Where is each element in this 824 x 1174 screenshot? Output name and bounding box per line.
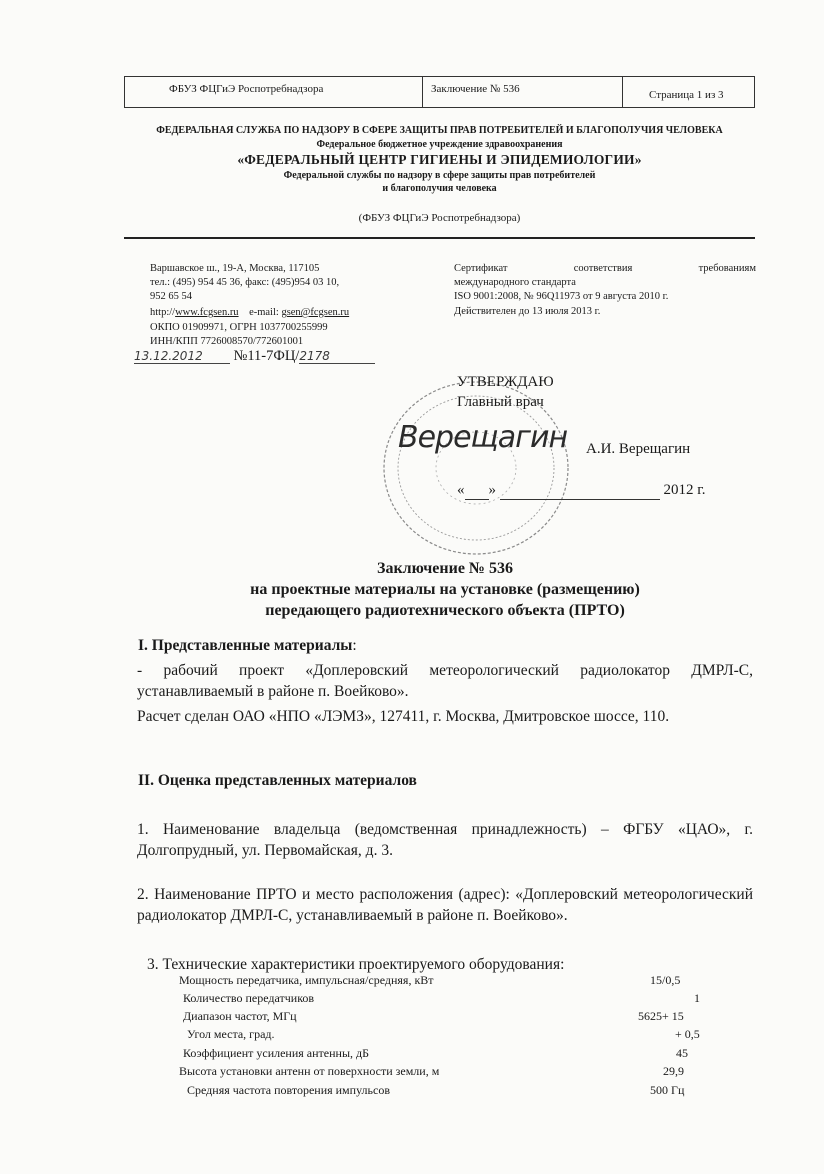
approver-position: Главный врач [457, 394, 544, 410]
web-link[interactable]: www.fcgsen.ru [175, 307, 239, 318]
header-cell-page [623, 77, 754, 107]
date-year: 2012 г. [663, 482, 706, 498]
section1-heading [138, 637, 357, 655]
org-service-name: ФЕДЕРАЛЬНАЯ СЛУЖБА ПО НАДЗОРУ В СФЕРЕ ЗАЩИТЫ ПРАВ ПОТРЕБИТЕЛЕЙ И БЛАГОПОЛУЧИЯ ЧЕЛОВЕКА [156, 125, 723, 136]
org-short-name: (ФБУЗ ФЦГиЭ Роспотребнадзора) [358, 212, 521, 224]
section1-item-project: - рабочий проект «Доплеровский метеорологический радиолокатор ДМРЛ-С, устанавливаемый в районе п. Воейково». [137, 662, 753, 700]
spec-label: Угол места, град. [187, 1027, 275, 1041]
spec-label: Мощность передатчика, импульсная/средняя, кВт [179, 973, 434, 987]
header-divider [124, 237, 755, 239]
spec-label: Диапазон частот, МГц [183, 1009, 297, 1023]
section2-location: 2. Наименование ПРТО и место расположения (адрес): «Доплеровский метеорологический радиолокатор ДМРЛ-С, устанавливаемый в районе п. Воейково». [137, 886, 753, 924]
spec-label: Количество передатчиков [183, 991, 315, 1005]
spec-label: Средняя частота повторения импульсов [187, 1083, 390, 1097]
header-page-number: Страница 1 из 3 [649, 89, 724, 101]
section1-item-calc: Расчет сделан ОАО «НПО «ЛЭМЗ», 127411, г. Москва, Дмитровское шоссе, 110. [137, 708, 670, 725]
spec-value: + 0,5 [675, 1027, 700, 1041]
org-center-name: «ФЕДЕРАЛЬНЫЙ ЦЕНТР ГИГИЕНЫ И ЭПИДЕМИОЛОГИИ» [237, 152, 642, 167]
org-institution-type: Федеральное бюджетное учреждение здравоохранения [316, 139, 563, 150]
date-day-blank [465, 482, 489, 500]
approve-label: УТВЕРЖДАЮ [457, 374, 554, 390]
approver-name: А.И. Верещагин [586, 441, 691, 457]
doc-title: Заключение № 536 [377, 560, 513, 577]
approver-signature: Верещагин [398, 420, 568, 455]
org-subordination-cont: и благополучия человека [382, 183, 497, 194]
email-link[interactable]: gsen@fcgsen.ru [281, 307, 350, 318]
date-quote-open: « [457, 482, 465, 498]
certificate-line2: международного стандарта [454, 277, 576, 288]
spec-label: Высота установки антенн от поверхности земли, м [179, 1064, 440, 1078]
certificate-word1: Сертификат [454, 263, 508, 274]
contact-phone: тел.: (495) 954 45 36, факс: (495)954 03 10, [150, 277, 340, 288]
header-conclusion-ref: Заключение № 536 [431, 83, 520, 95]
contact-okpo: ОКПО 01909971, ОГРН 1037700255999 [150, 322, 328, 333]
spec-value: 45 [676, 1046, 688, 1060]
outgoing-number: №11-7ФЦ/ [233, 348, 300, 364]
spec-label: Коэффициент усиления антенны, дБ [183, 1046, 370, 1060]
header-cell-conclusion [423, 77, 623, 107]
approval-date-line [457, 482, 705, 500]
spec-value: 29,9 [663, 1064, 684, 1078]
org-subordination: Федеральной службы по надзору в сфере защиты прав потребителей [283, 170, 596, 181]
certificate-word3: требованиям [698, 263, 756, 274]
email-label: e-mail: [249, 307, 279, 318]
certificate-line1 [454, 263, 756, 276]
section2-owner: 1. Наименование владельца (ведомственная принадлежность) – ФГБУ «ЦАО», г. Долгопрудный, ул. Первомайская, д. 3. [137, 821, 753, 859]
certificate-line3: ISO 9001:2008, № 96Q11973 от 9 августа 2010 г. [454, 291, 669, 302]
doc-subtitle-2: передающего радиотехнического объекта (ПРТО) [265, 602, 625, 619]
web-prefix: http:// [150, 307, 176, 318]
contact-address: Варшавское ш., 19-А, Москва, 117105 [150, 263, 320, 274]
contact-inn: ИНН/КПП 7726008570/772601001 [150, 336, 304, 347]
doc-subtitle-1: на проектные материалы на установке (размещению) [250, 581, 640, 598]
certificate-word2: соответствия [573, 263, 633, 274]
header-cell-org [125, 77, 423, 107]
header-table [124, 76, 755, 108]
contact-web-line [150, 307, 349, 320]
section1-heading-text: I. Представленные материалы [138, 637, 353, 654]
outgoing-line [134, 348, 375, 365]
spec-value: 15/0,5 [650, 973, 681, 987]
date-month-blank [500, 482, 660, 500]
date-quote-close: » [488, 482, 496, 498]
spec-value: 500 Гц [650, 1083, 685, 1097]
spec-value: 1 [694, 991, 700, 1005]
header-org-short: ФБУЗ ФЦГиЭ Роспотребнадзора [169, 83, 324, 95]
outgoing-date: 13.12.2012 [134, 349, 230, 364]
section2-tech-heading: 3. Технические характеристики проектируемого оборудования: [147, 956, 565, 973]
section2-heading: II. Оценка представленных материалов [138, 772, 417, 789]
outgoing-suffix: 2178 [299, 349, 375, 364]
certificate-line4: Действителен до 13 июля 2013 г. [454, 306, 601, 317]
section1-heading-colon: : [352, 637, 357, 654]
spec-value: 5625+ 15 [638, 1009, 684, 1023]
contact-phone-extra: 952 65 54 [150, 291, 192, 302]
